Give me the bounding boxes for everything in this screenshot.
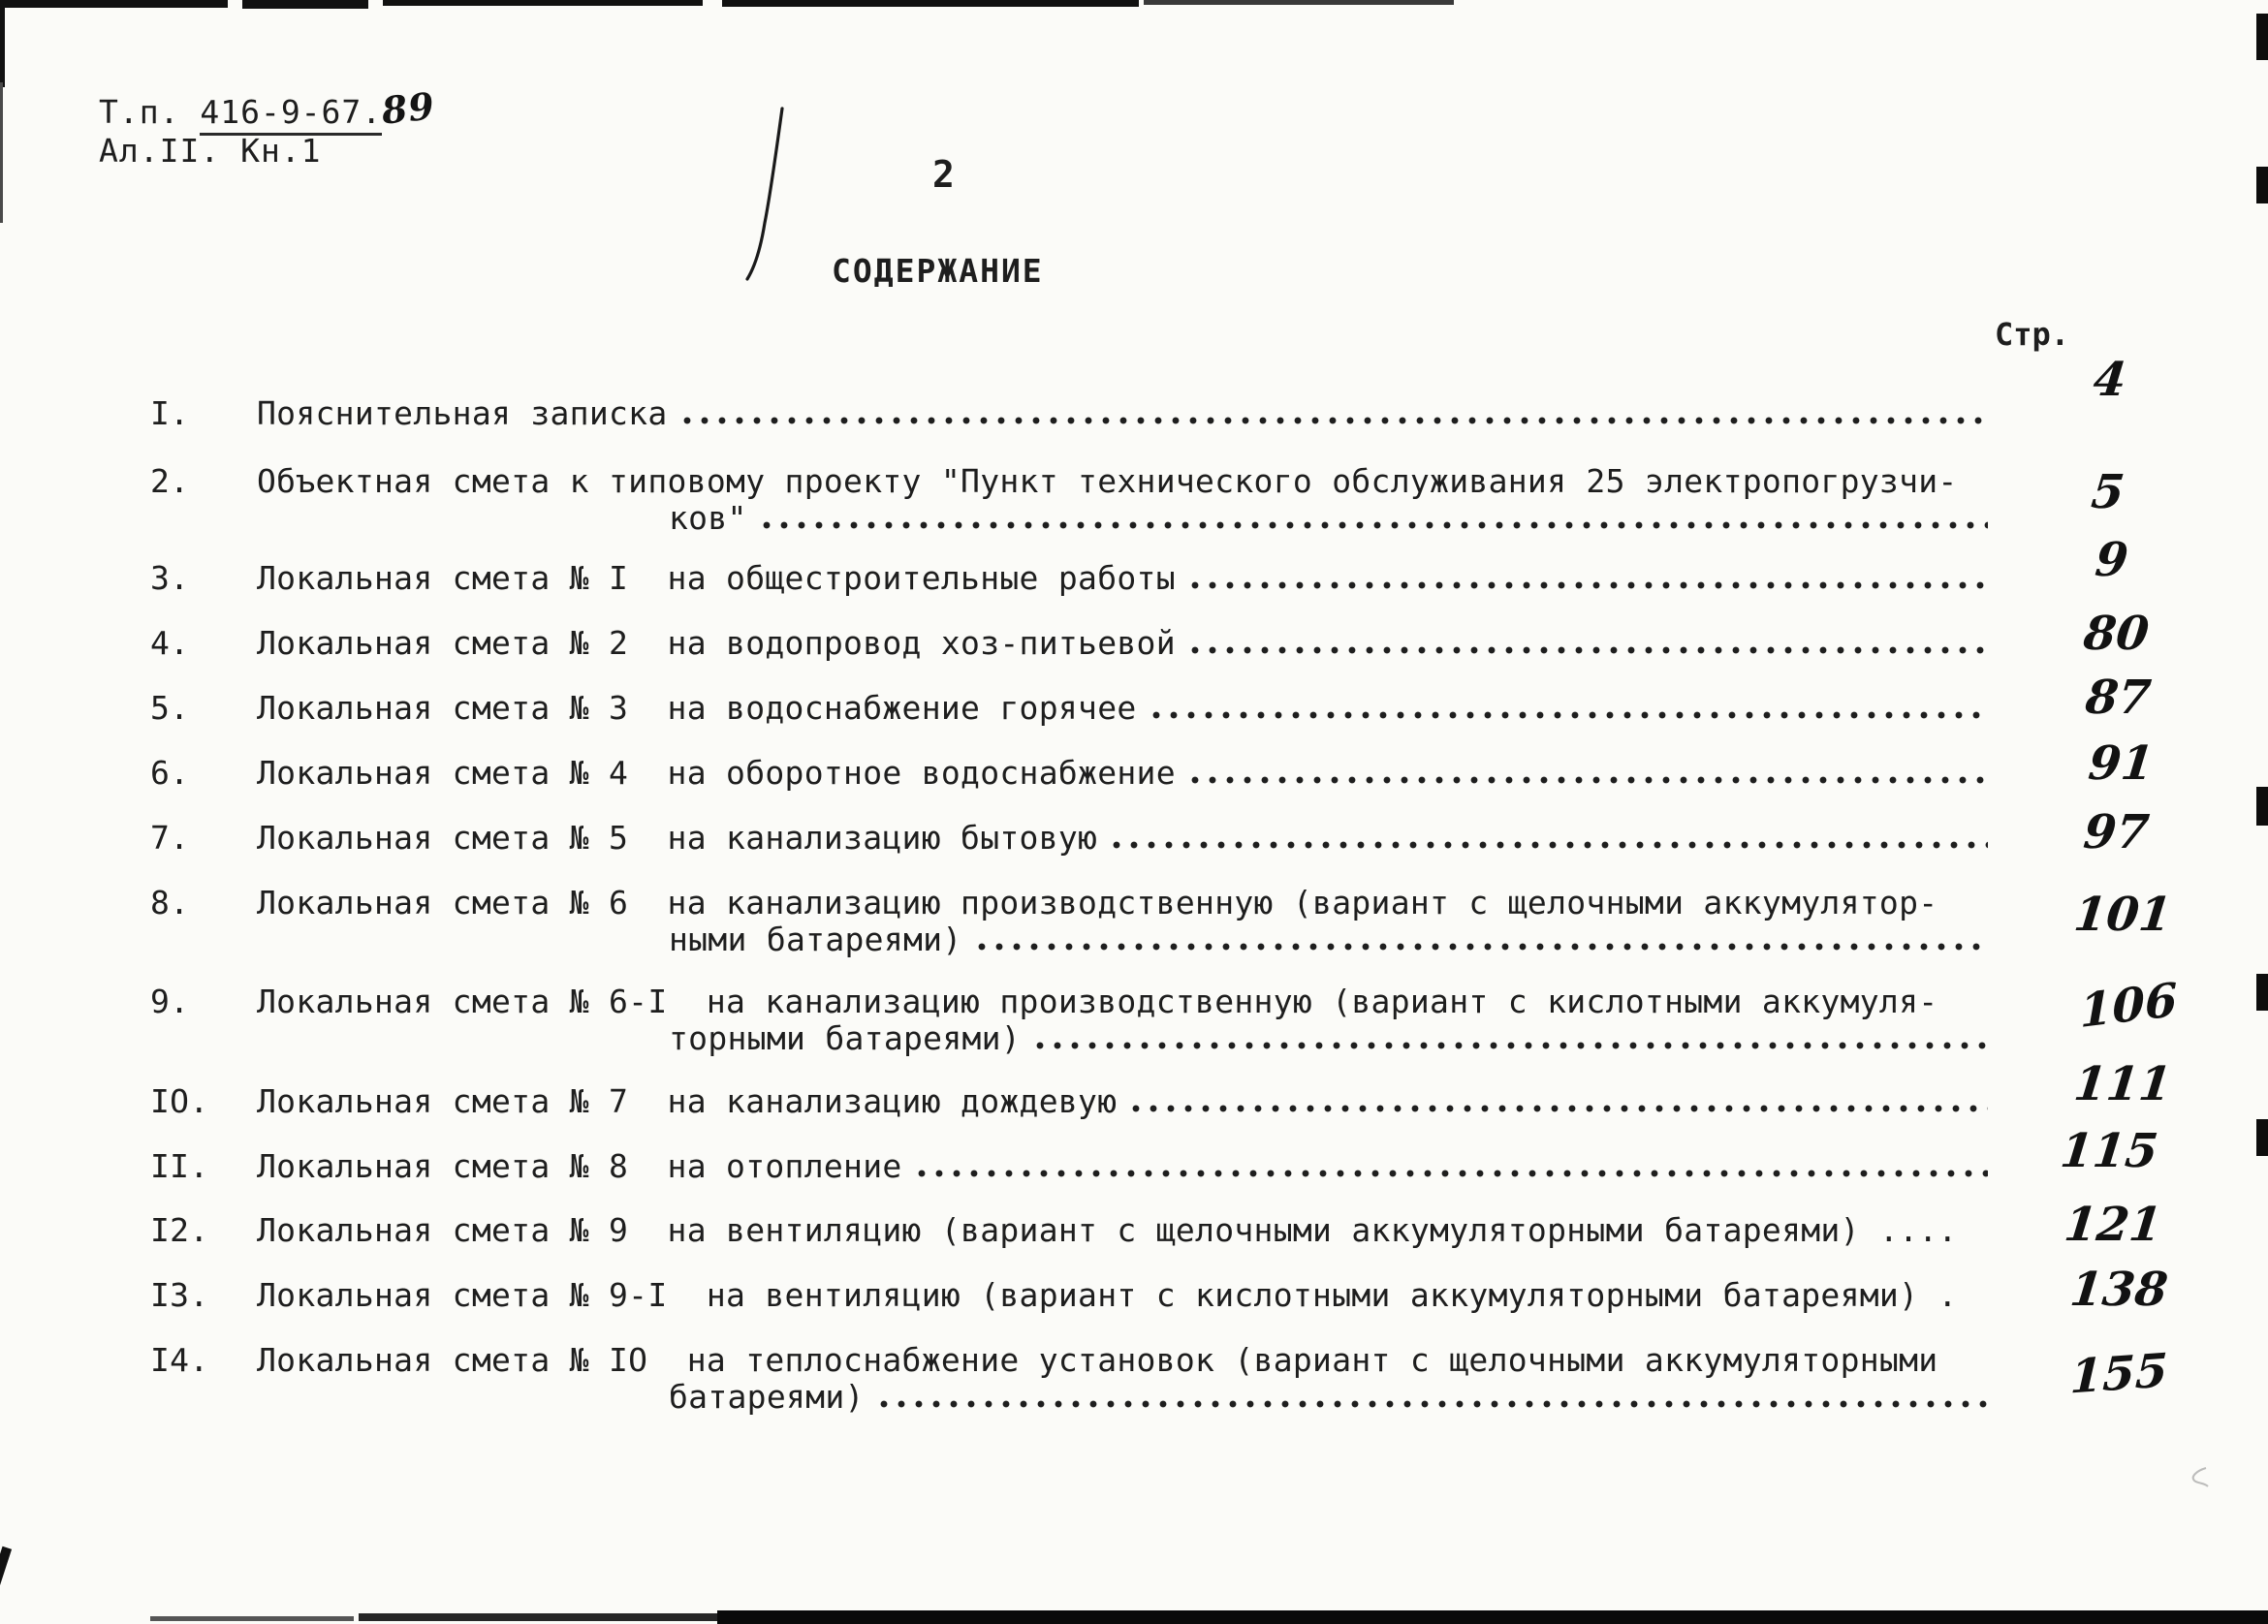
scan-artifact-bottom-left-mark [0,1546,12,1599]
item-number: 6. [150,754,190,792]
dot-leader [1191,579,1988,591]
item-number: 5. [150,689,190,727]
item-title: Локальная смета № I на общестроительные работы [257,559,1176,597]
scan-artifact-left-edge [0,0,5,87]
scan-artifact-right-edge [2256,1119,2268,1156]
project-code-prefix: Т.п. [99,93,201,131]
item-title-continuation: ными батареями) [669,921,962,958]
item-title: Объектная смета к типовому проекту "Пункт технического обслуживания 25 электропогрузчи- [257,462,1958,500]
page-number: 121 [2062,1198,2165,1252]
scan-artifact-right-edge [2256,787,2268,826]
toc-row [150,395,1992,432]
item-title-continuation: торными батареями) [669,1019,1022,1057]
dot-leader [1036,1040,1988,1051]
toc-row [150,755,1992,792]
item-title: Локальная смета № 5 на канализацию бытовую [257,819,1098,857]
page-number: 87 [2083,671,2154,725]
toc-row [150,1212,1992,1249]
item-number: 9. [150,983,190,1020]
dot-leader [880,1398,1988,1410]
toc-row [150,625,1992,662]
item-title-continuation: батареями) [669,1378,865,1416]
item-title-continuation: ков" [669,499,747,537]
item-title: Локальная смета № 9 на вентиляцию (вариант с щелочными аккумуляторными батареями) .... [257,1211,1958,1249]
page-number: 5 [2089,465,2127,519]
scan-artifact-top-edge [242,0,368,9]
item-title: Локальная смета № 6-I на канализацию производственную (вариант с кислотными аккумуля- [257,983,1938,1020]
dot-leader [918,1168,1988,1179]
pencil-squiggle-artifact [2183,1465,2212,1490]
dot-leader [1191,644,1988,656]
item-title: Локальная смета № 3 на водоснабжение горячее [257,689,1137,727]
page-number: 91 [2086,736,2157,791]
item-title: Пояснительная записка [257,394,668,432]
project-code-block [99,83,437,171]
toc-row [150,1277,1992,1314]
scan-artifact-bottom-edge [717,1610,2268,1624]
item-title: Локальная смета № 7 на канализацию дождевую [257,1082,1118,1120]
scan-artifact-top-edge [0,0,228,8]
item-number: 4. [150,624,190,662]
page-number: 4 [2091,353,2129,407]
page-number: 155 [2068,1343,2169,1405]
scan-artifact-right-edge [2256,974,2268,1011]
project-code-number: 416-9-67. [200,93,382,136]
toc-row [150,463,1992,537]
page-number: 101 [2071,888,2175,942]
sheet-number: 2 [932,153,955,196]
dot-leader [683,415,1988,426]
item-number: I3. [150,1276,209,1314]
project-code-line1 [99,83,437,133]
dot-leader [1191,774,1988,786]
page-number: 97 [2081,805,2152,859]
item-number: IO. [150,1082,209,1120]
scan-artifact-top-edge [383,0,703,6]
page-column-header: Стр. [1995,316,2070,353]
page-number: 138 [2067,1263,2171,1317]
toc-row [150,984,1992,1057]
item-number: 3. [150,559,190,597]
item-number: II. [150,1147,209,1185]
dot-leader [1113,839,1988,851]
dot-leader [1152,709,1988,721]
item-title: Локальная смета № 4 на оборотное водоснабжение [257,754,1176,792]
item-number: I. [150,394,190,432]
item-number: 7. [150,819,190,857]
dot-leader [1132,1103,1988,1114]
project-code-line2: Ал.II. Кн.1 [99,132,322,170]
pen-stroke-artifact [741,107,790,281]
item-number: 8. [150,884,190,921]
scan-artifact-right-edge [2256,167,2268,203]
scan-artifact-top-edge [1144,0,1454,5]
page-number: 80 [2081,607,2152,661]
scan-artifact-bottom-edge [150,1616,354,1621]
toc-row [150,885,1992,958]
scan-artifact-bottom-edge [359,1613,717,1621]
item-number: I2. [150,1211,209,1249]
item-number: 2. [150,462,190,500]
item-title: Локальная смета № IO на теплоснабжение установок (вариант с щелочными аккумуляторными [257,1341,1938,1379]
toc-row [150,1342,1992,1416]
dot-leader [978,941,1988,953]
toc-row [150,690,1992,727]
scan-artifact-right-edge [2256,14,2268,60]
page-title: СОДЕРЖАНИЕ [832,252,1044,290]
toc-row [150,1148,1992,1185]
project-code-handwritten-suffix: 89 [379,83,437,133]
page-number: 9 [2093,533,2131,587]
page-number: 106 [2079,973,2178,1039]
item-title: Локальная смета № 8 на отопление [257,1147,902,1185]
item-title: Локальная смета № 9-I на вентиляцию (вариант с кислотными аккумуляторными батареями) . [257,1276,1958,1314]
item-title: Локальная смета № 6 на канализацию производственную (вариант с щелочными аккумулятор- [257,884,1938,921]
scan-artifact-left-edge [0,82,3,223]
toc-row [150,820,1992,857]
page-number: 115 [2058,1124,2161,1178]
toc-row [150,1083,1992,1120]
scan-artifact-top-edge [722,0,1139,7]
toc-row [150,560,1992,597]
page-number: 111 [2071,1057,2175,1111]
item-title: Локальная смета № 2 на водопровод хоз-питьевой [257,624,1176,662]
dot-leader [763,519,1988,531]
item-number: I4. [150,1341,209,1379]
